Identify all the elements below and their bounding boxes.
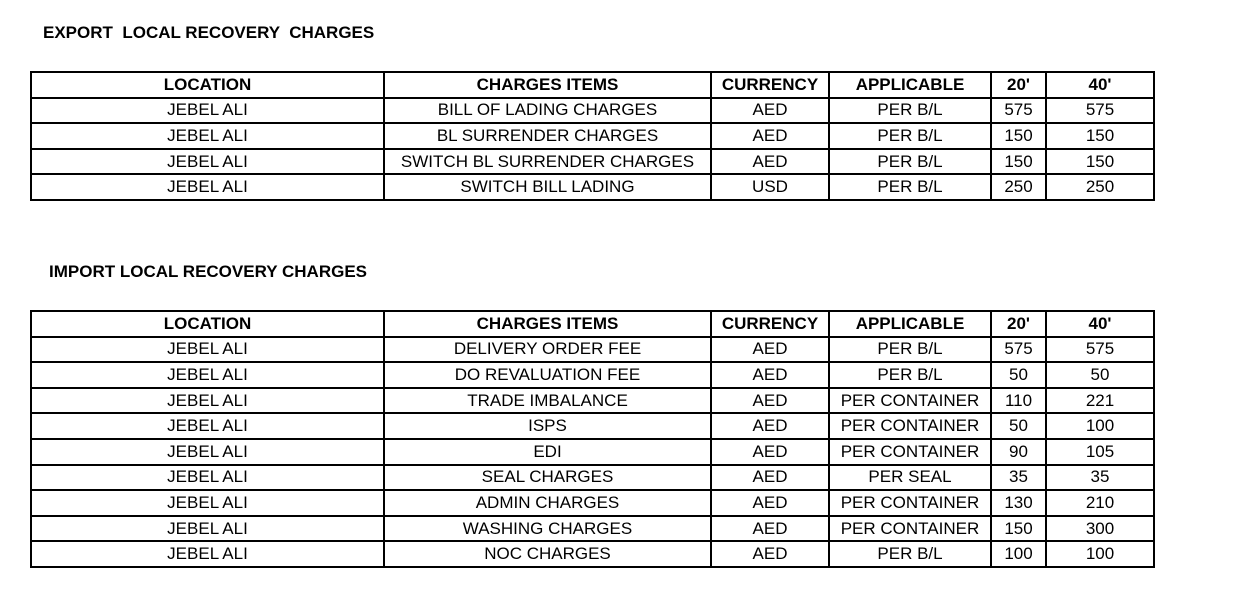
cell-charges-item: TRADE IMBALANCE [384,388,711,414]
cell-location: JEBEL ALI [31,337,384,363]
cell-20ft: 110 [991,388,1046,414]
cell-currency: AED [711,149,829,175]
cell-40ft: 105 [1046,439,1154,465]
cell-location: JEBEL ALI [31,465,384,491]
cell-currency: AED [711,98,829,124]
cell-20ft: 50 [991,413,1046,439]
table-header-row [31,311,1154,337]
cell-charges-item: DELIVERY ORDER FEE [384,337,711,363]
cell-40ft: 100 [1046,541,1154,567]
cell-charges-item: WASHING CHARGES [384,516,711,542]
header-20ft: 20' [991,311,1046,337]
cell-applicable: PER B/L [829,174,991,200]
cell-location: JEBEL ALI [31,490,384,516]
cell-applicable: PER CONTAINER [829,413,991,439]
cell-location: JEBEL ALI [31,98,384,124]
table-row [31,388,1154,414]
cell-currency: AED [711,362,829,388]
header-charges-items: CHARGES ITEMS [384,72,711,98]
cell-20ft: 150 [991,149,1046,175]
export-section-title: EXPORT LOCAL RECOVERY CHARGES [43,23,375,42]
header-40ft: 40' [1046,311,1154,337]
cell-currency: AED [711,490,829,516]
cell-charges-item: BILL OF LADING CHARGES [384,98,711,124]
cell-location: JEBEL ALI [31,413,384,439]
table-row [31,413,1154,439]
cell-location: JEBEL ALI [31,123,384,149]
table-row [31,465,1154,491]
cell-charges-item: SWITCH BILL LADING [384,174,711,200]
cell-40ft: 50 [1046,362,1154,388]
cell-currency: USD [711,174,829,200]
cell-location: JEBEL ALI [31,174,384,200]
cell-20ft: 35 [991,465,1046,491]
cell-20ft: 575 [991,98,1046,124]
header-location: LOCATION [31,311,384,337]
cell-40ft: 150 [1046,149,1154,175]
cell-applicable: PER SEAL [829,465,991,491]
header-currency: CURRENCY [711,72,829,98]
cell-currency: AED [711,388,829,414]
cell-currency: AED [711,413,829,439]
table-row [31,174,1154,200]
cell-20ft: 150 [991,516,1046,542]
cell-location: JEBEL ALI [31,439,384,465]
cell-charges-item: NOC CHARGES [384,541,711,567]
cell-charges-item: BL SURRENDER CHARGES [384,123,711,149]
table-row [31,541,1154,567]
cell-currency: AED [711,541,829,567]
header-charges-items: CHARGES ITEMS [384,311,711,337]
cell-applicable: PER B/L [829,123,991,149]
cell-40ft: 210 [1046,490,1154,516]
header-40ft: 40' [1046,72,1154,98]
cell-applicable: PER B/L [829,149,991,175]
import-charges-table [30,310,1155,568]
cell-20ft: 100 [991,541,1046,567]
import-section-title: IMPORT LOCAL RECOVERY CHARGES [49,262,367,281]
header-currency: CURRENCY [711,311,829,337]
table-row [31,490,1154,516]
table-row [31,439,1154,465]
header-20ft: 20' [991,72,1046,98]
cell-20ft: 150 [991,123,1046,149]
table-row [31,337,1154,363]
cell-currency: AED [711,337,829,363]
table-row [31,149,1154,175]
cell-40ft: 150 [1046,123,1154,149]
cell-20ft: 90 [991,439,1046,465]
cell-location: JEBEL ALI [31,516,384,542]
cell-20ft: 250 [991,174,1046,200]
cell-charges-item: EDI [384,439,711,465]
table-row [31,98,1154,124]
table-header-row [31,72,1154,98]
header-location: LOCATION [31,72,384,98]
cell-applicable: PER CONTAINER [829,516,991,542]
cell-applicable: PER B/L [829,337,991,363]
cell-location: JEBEL ALI [31,362,384,388]
table-row [31,123,1154,149]
export-charges-table [30,71,1155,201]
cell-20ft: 130 [991,490,1046,516]
cell-20ft: 50 [991,362,1046,388]
cell-40ft: 221 [1046,388,1154,414]
cell-charges-item: ADMIN CHARGES [384,490,711,516]
cell-location: JEBEL ALI [31,541,384,567]
cell-location: JEBEL ALI [31,149,384,175]
table-row [31,362,1154,388]
cell-applicable: PER B/L [829,98,991,124]
table-row [31,516,1154,542]
cell-charges-item: ISPS [384,413,711,439]
cell-applicable: PER CONTAINER [829,490,991,516]
cell-40ft: 300 [1046,516,1154,542]
header-applicable: APPLICABLE [829,311,991,337]
header-applicable: APPLICABLE [829,72,991,98]
cell-40ft: 100 [1046,413,1154,439]
cell-applicable: PER B/L [829,362,991,388]
cell-charges-item: DO REVALUATION FEE [384,362,711,388]
cell-applicable: PER CONTAINER [829,439,991,465]
cell-applicable: PER CONTAINER [829,388,991,414]
cell-currency: AED [711,439,829,465]
cell-location: JEBEL ALI [31,388,384,414]
cell-charges-item: SWITCH BL SURRENDER CHARGES [384,149,711,175]
cell-40ft: 575 [1046,98,1154,124]
cell-currency: AED [711,516,829,542]
cell-40ft: 35 [1046,465,1154,491]
cell-applicable: PER B/L [829,541,991,567]
cell-40ft: 575 [1046,337,1154,363]
cell-currency: AED [711,123,829,149]
cell-20ft: 575 [991,337,1046,363]
cell-40ft: 250 [1046,174,1154,200]
cell-currency: AED [711,465,829,491]
cell-charges-item: SEAL CHARGES [384,465,711,491]
